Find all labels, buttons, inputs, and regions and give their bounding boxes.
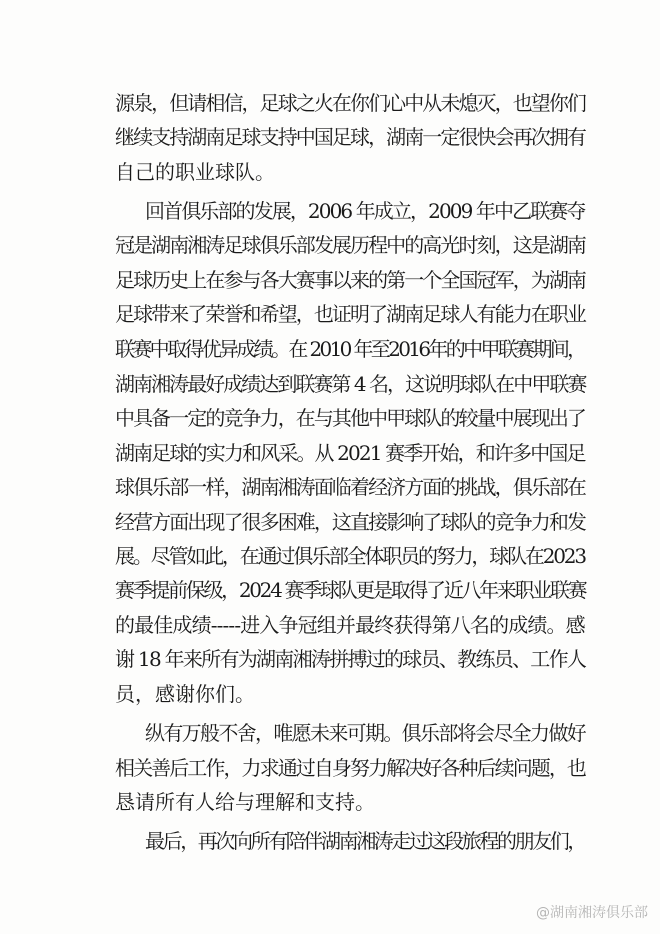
document-line: 冠是湖南湘涛足球俱乐部发展历程中的高光时刻，这是湖南 [115,233,585,257]
document-line: 恳请所有人给与理解和支持。 [115,790,375,814]
document-line: 相关善后工作，力求通过自身努力解决好各种后续问题，也 [115,756,585,780]
document-line: 中具备一定的竞争力，在与其他中甲球队的较量中展现出了 [115,406,585,430]
document-line: 员，感谢你们。 [115,682,255,706]
document-line: 最后，再次向所有陪伴湖南湘涛走过这段旅程的朋友们， [145,829,585,853]
document-line: 展。尽管如此，在通过俱乐部全体职员的努力，球队在2023 [115,544,585,568]
document-line: 足球历史上在参与各大赛事以来的第一个全国冠军，为湖南 [115,268,585,292]
document-line: 湖南足球的实力和风采。从 2021 赛季开始，和许多中国足 [115,441,585,465]
document-line: 谢 18 年来所有为湖南湘涛拼搏过的球员、教练员、工作人 [115,647,586,671]
document-line: 足球带来了荣誉和希望，也证明了湖南足球人有能力在职业 [115,302,585,326]
document-line: 湖南湘涛最好成绩达到联赛第 4 名，这说明球队在中甲联赛 [115,372,586,396]
document-line: 回首俱乐部的发展，2006 年成立，2009 年中乙联赛夺 [145,199,585,223]
document-line: 源泉，但请相信，足球之火在你们心中从未熄灭，也望你们 [115,91,585,115]
document-line: 球俱乐部一样，湖南湘涛面临着经济方面的挑战，俱乐部在 [115,475,585,499]
weibo-watermark: @湖南湘涛俱乐部 [536,905,648,921]
document-line: 联赛中取得优异成绩。在 2010 年至2016年的中甲联赛期间， [115,337,585,361]
document-line: 赛季提前保级，2024 赛季球队更是取得了近八年来职业联赛 [115,578,586,602]
document-line: 自己的职业球队。 [115,160,275,184]
document-line: 纵有万般不舍，唯愿未来可期。俱乐部将会尽全力做好 [145,721,585,745]
document-line: 的最佳成绩-----进入争冠组并最终获得第八名的成绩。感 [115,613,585,637]
document-line: 继续支持湖南足球支持中国足球，湖南一定很快会再次拥有 [115,125,585,149]
document-line: 经营方面出现了很多困难，这直接影响了球队的竞争力和发 [115,510,585,534]
